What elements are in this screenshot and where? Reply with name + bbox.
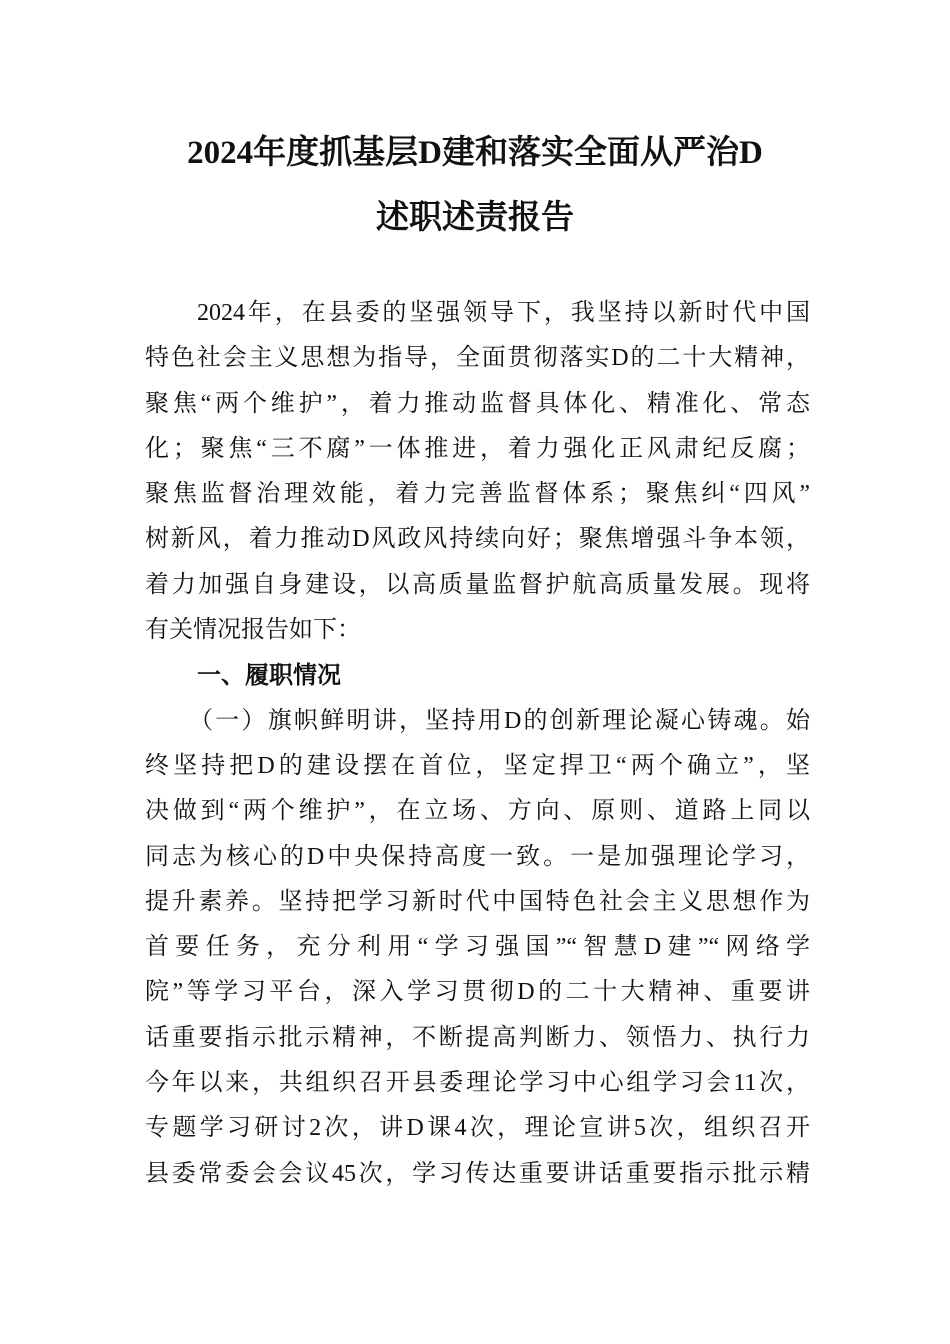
section1-line: 今年以来，共组织召开县委理论学习中心组学习会11次， bbox=[145, 1070, 810, 1097]
section1-line: 终坚持把D的建设摆在首位，坚定捍卫“两个确立”，坚 bbox=[145, 752, 810, 779]
section-heading: 一、履职情况 bbox=[197, 661, 341, 690]
document-body bbox=[145, 291, 810, 1197]
section1-line: 同志为核心的D中央保持高度一致。一是加强理论学习， bbox=[145, 843, 810, 870]
intro-line: 2024年，在县委的坚强领导下，我坚持以新时代中国 bbox=[197, 300, 810, 326]
intro-line: 特色社会主义思想为指导，全面贯彻落实D的二十大精神， bbox=[145, 345, 810, 372]
section1-line: 专题学习研讨2次，讲D课4次，理论宣讲5次，组织召开 bbox=[145, 1115, 810, 1142]
intro-line: 有关情况报告如下： bbox=[145, 617, 361, 644]
section1-line: 话重要指示批示精神，不断提高判断力、领悟力、执行力 bbox=[145, 1024, 810, 1051]
section1-line: 首要任务，充分利用“学习强国”“智慧D建”“网络学 bbox=[145, 934, 810, 961]
intro-line: 聚焦“两个维护”，着力推动监督具体化、精准化、常态 bbox=[145, 390, 810, 417]
intro-line: 树新风，着力推动D风政风持续向好；聚焦增强斗争本领， bbox=[145, 526, 810, 553]
section1-line: 提升素养。坚持把学习新时代中国特色社会主义思想作为 bbox=[145, 888, 810, 915]
intro-line: 着力加强自身建设，以高质量监督护航高质量发展。现将 bbox=[145, 571, 810, 598]
document-title-line-2: 述职述责报告 bbox=[376, 200, 574, 236]
intro-line: 聚焦监督治理效能，着力完善监督体系；聚焦纠“四风” bbox=[145, 481, 810, 508]
section1-line: 县委常委会会议45次，学习传达重要讲话重要指示批示精 bbox=[145, 1160, 810, 1187]
section1-line: （一）旗帜鲜明讲，坚持用D的创新理论凝心铸魂。始 bbox=[189, 707, 810, 734]
intro-line: 化；聚焦“三不腐”一体推进，着力强化正风肃纪反腐； bbox=[145, 435, 810, 462]
section1-line: 院”等学习平台，深入学习贯彻D的二十大精神、重要讲 bbox=[145, 979, 810, 1006]
section1-line: 决做到“两个维护”，在立场、方向、原则、道路上同以 bbox=[145, 798, 810, 825]
document-title-line-1: 2024年度抓基层D建和落实全面从严治D bbox=[187, 135, 763, 171]
